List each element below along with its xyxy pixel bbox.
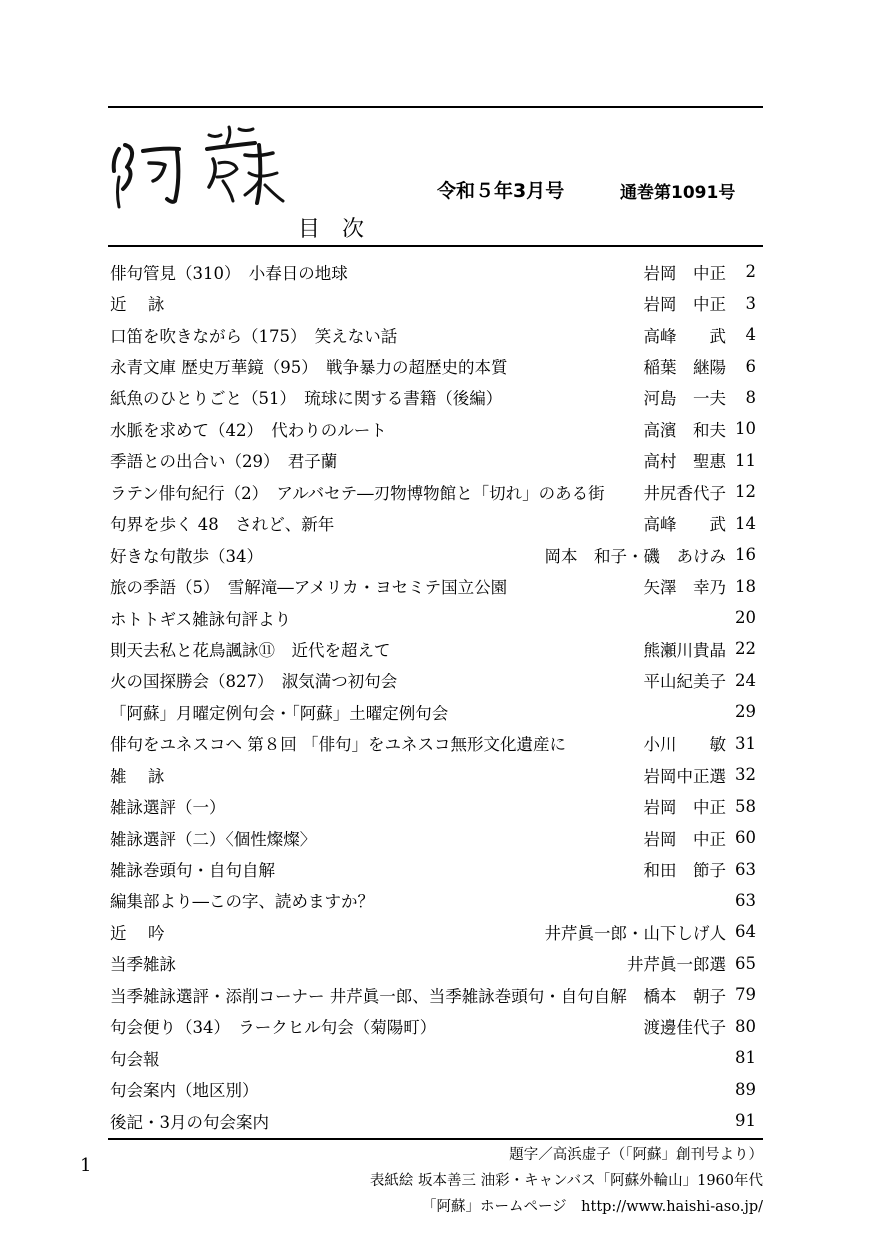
toc-entry-page: 63	[735, 890, 756, 910]
toc-entry-author: 高峰 武	[643, 326, 726, 346]
toc-entry[interactable]	[110, 633, 756, 664]
toc-entry[interactable]	[110, 319, 756, 350]
toc-entry-author: 井芹眞一郎選	[627, 955, 726, 975]
toc-entry-title: 俳句をユネスコへ 第８回 「俳句」をユネスコ無形文化遺産に	[110, 735, 566, 755]
toc-entry-title: 当季雑詠選評・添削コーナー 井芹眞一郎、当季雑詠巻頭句・自句自解	[110, 986, 627, 1006]
toc-entry-page: 3	[745, 293, 756, 313]
toc-entry-author: 橋本 朝子	[643, 986, 726, 1006]
toc-entry-title: 雑詠巻頭句・自句自解	[110, 861, 275, 881]
toc-entry[interactable]	[110, 853, 756, 884]
toc-entry-title: 「阿蘇」月曜定例句会・「阿蘇」土曜定例句会	[110, 703, 449, 723]
toc-entry-title: ラテン俳句紀行（2） アルバセテ―刃物博物館と「切れ」のある街	[110, 483, 605, 503]
toc-entry-author: 矢澤 幸乃	[643, 578, 726, 598]
toc-entry[interactable]	[110, 885, 756, 916]
toc-entry-author: 平山紀美子	[643, 672, 726, 692]
toc-entry-page: 8	[745, 387, 756, 407]
toc-entry[interactable]	[110, 1042, 756, 1073]
toc-entry-title: 口笛を吹きながら（175） 笑えない話	[110, 326, 398, 346]
toc-entry[interactable]	[110, 822, 756, 853]
toc-entry-page: 12	[735, 482, 756, 502]
toc-entry-page: 24	[735, 670, 756, 690]
toc-entry-page: 22	[735, 639, 756, 659]
toc-entry-page: 91	[735, 1111, 756, 1131]
toc-entry-page: 65	[735, 953, 756, 973]
toc-entry[interactable]	[110, 1073, 756, 1104]
toc-entry[interactable]	[110, 350, 756, 381]
toc-entry[interactable]	[110, 665, 756, 696]
homepage-link[interactable]: 「阿蘇」ホームページ http://www.haishi-aso.jp/	[421, 1199, 763, 1215]
toc-entry-author: 井芹眞一郎・山下しげ人	[544, 923, 726, 943]
toc-entry[interactable]	[110, 979, 756, 1010]
toc-entry-title: 句会便り（34） ラークヒル句会（菊陽町）	[110, 1018, 437, 1038]
toc-entry[interactable]	[110, 287, 756, 318]
toc-entry-page: 79	[735, 985, 756, 1005]
top-rule	[108, 106, 763, 108]
toc-entry[interactable]	[110, 1011, 756, 1042]
toc-entry-author: 渡邊佳代子	[643, 1018, 726, 1038]
toc-entry[interactable]	[110, 445, 756, 476]
toc-entry[interactable]	[110, 790, 756, 821]
toc-entry-page: 32	[735, 765, 756, 785]
toc-entry-page: 14	[735, 513, 756, 533]
toc-entry-title: 永青文庫 歴史万華鏡（95） 戦争暴力の超歴史的本質	[110, 358, 508, 378]
toc-entry-title: 雑詠	[110, 766, 186, 786]
toc-entry-page: 31	[735, 733, 756, 753]
toc-entry[interactable]	[110, 539, 756, 570]
toc-entry-title: 句会案内（地区別）	[110, 1081, 259, 1101]
contents-rule	[108, 245, 763, 247]
toc-entry-author: 小川 敏	[643, 735, 726, 755]
toc-entry-title: 編集部より―この字、読めますか？	[110, 892, 374, 912]
toc-entry[interactable]	[110, 508, 756, 539]
toc-entry-author: 井尻香代子	[643, 483, 726, 503]
volume-number: 通巻第1091号	[620, 183, 736, 203]
toc-entry[interactable]	[110, 916, 756, 947]
toc-entry-page: 63	[735, 859, 756, 879]
toc-entry-author: 和田 節子	[643, 861, 726, 881]
toc-entry-title: 季語との出合い（29） 君子蘭	[110, 452, 338, 472]
toc-entry-author: 岡本 和子・磯 あけみ	[544, 546, 726, 566]
toc-entry[interactable]	[110, 602, 756, 633]
toc-entry-page: 80	[735, 1016, 756, 1036]
toc-entry-author: 稲葉 継陽	[643, 358, 726, 378]
credits	[370, 1142, 763, 1220]
toc-entry-author: 岩岡 中正	[643, 798, 726, 818]
toc-entry[interactable]	[110, 948, 756, 979]
toc-entry-author: 岩岡中正選	[643, 766, 726, 786]
toc-entry[interactable]	[110, 476, 756, 507]
toc-entry-title: 近吟	[110, 923, 186, 943]
toc-entry-author: 岩岡 中正	[643, 829, 726, 849]
toc-entry-author: 熊瀬川貴晶	[643, 640, 726, 660]
toc-entry-page: 29	[735, 702, 756, 722]
toc-entry-page: 58	[735, 796, 756, 816]
toc-entry-title: 句会報	[110, 1049, 160, 1069]
cover-art-credit: 表紙絵 坂本善三 油彩・キャンバス「阿蘇外輪山」1960年代	[369, 1173, 763, 1189]
toc-entry-author: 高濱 和夫	[643, 420, 726, 440]
page-number: 1	[80, 1155, 92, 1176]
toc-entry[interactable]	[110, 696, 756, 727]
toc-entry-title: 則天去私と花鳥諷詠⑪ 近代を超えて	[110, 640, 391, 660]
toc-entry-page: 10	[735, 419, 756, 439]
bottom-rule	[108, 1138, 763, 1140]
toc-entry-page: 11	[735, 450, 756, 470]
toc-entry-title: 火の国探勝会（827） 淑気満つ初句会	[110, 672, 398, 692]
toc-entry[interactable]	[110, 1105, 756, 1136]
toc-entry-title: 俳句管見（310） 小春日の地球	[110, 263, 348, 283]
toc-entry-title: 後記・3月の句会案内	[110, 1112, 269, 1132]
toc-entry-title: 水脈を求めて（42） 代わりのルート	[110, 420, 387, 440]
toc-entry-author: 高村 聖惠	[643, 452, 726, 472]
toc-entry[interactable]	[110, 256, 756, 287]
toc-entry-title: 旅の季語（5） 雪解滝―アメリカ・ヨセミテ国立公園	[110, 578, 508, 598]
toc-entry-title: 当季雑詠	[110, 955, 176, 975]
issue-date: 令和５年3月号	[437, 180, 565, 202]
toc-entry[interactable]	[110, 728, 756, 759]
toc-entry-author: 岩岡 中正	[643, 295, 726, 315]
toc-entry-page: 2	[745, 262, 756, 282]
contents-heading: 目次	[298, 217, 387, 242]
toc-entry-title: 句界を歩く 48 されど、新年	[110, 515, 335, 535]
toc-entry-page: 89	[735, 1079, 756, 1099]
toc-entry-title: 雑詠選評（二）〈個性燦燦〉	[110, 829, 317, 849]
title-calligraphy-credit: 題字／高浜虚子（「阿蘇」創刊号より）	[509, 1147, 763, 1163]
table-of-contents	[110, 256, 756, 1136]
toc-entry[interactable]	[110, 570, 756, 601]
toc-entry-title: ホトトギス雑詠句評より	[110, 609, 292, 629]
toc-entry-page: 4	[745, 325, 756, 345]
toc-entry-title: 紙魚のひとりごと（51） 琉球に関する書籍（後編）	[110, 389, 503, 409]
toc-entry-page: 16	[735, 545, 756, 565]
toc-entry-page: 6	[745, 356, 756, 376]
toc-entry-title: 雑詠選評（一）	[110, 798, 226, 818]
toc-entry-author: 河島 一夫	[643, 389, 726, 409]
aso-calligraphy-logo	[105, 115, 290, 215]
toc-entry[interactable]	[110, 759, 756, 790]
toc-entry[interactable]	[110, 382, 756, 413]
toc-entry-author: 高峰 武	[643, 515, 726, 535]
toc-entry-page: 81	[735, 1048, 756, 1068]
toc-entry-author: 岩岡 中正	[643, 263, 726, 283]
toc-entry-title: 好きな句散歩（34）	[110, 546, 263, 566]
toc-entry-page: 20	[735, 608, 756, 628]
toc-entry-page: 60	[735, 828, 756, 848]
toc-entry-page: 64	[735, 922, 756, 942]
toc-entry-page: 18	[735, 576, 756, 596]
toc-entry-title: 近詠	[110, 295, 186, 315]
toc-entry[interactable]	[110, 413, 756, 444]
